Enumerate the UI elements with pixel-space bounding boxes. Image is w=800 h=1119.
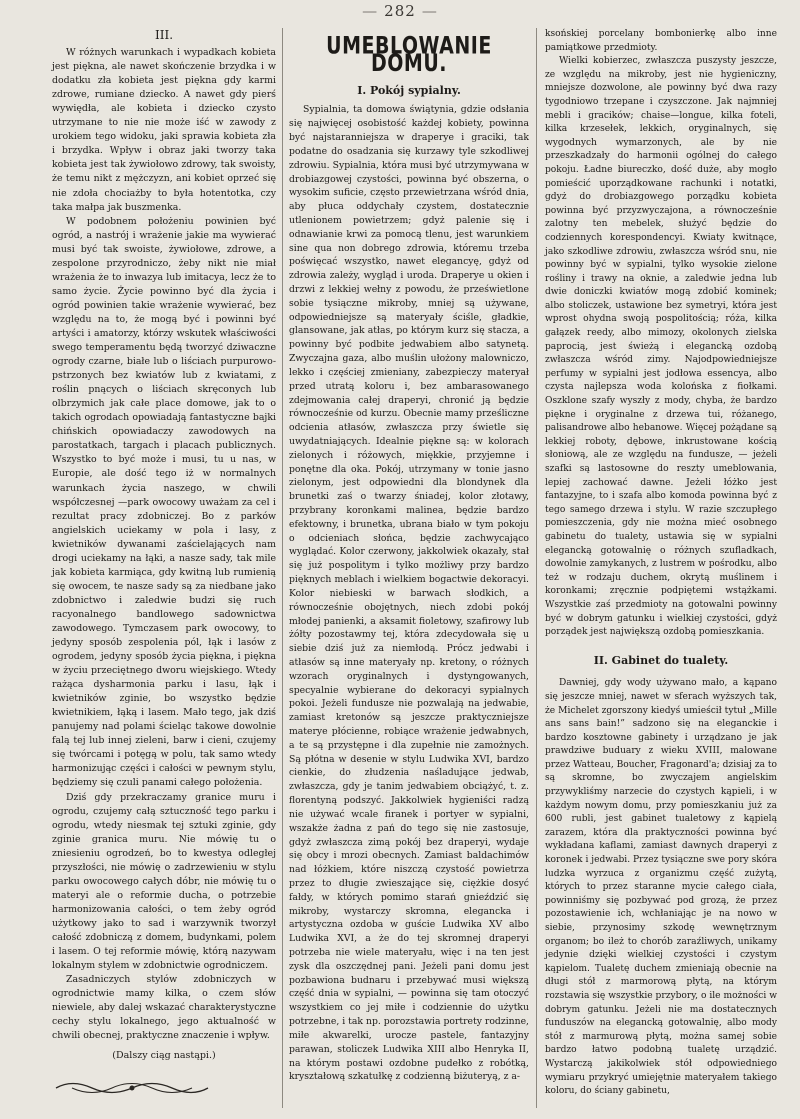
paragraph: Dziś gdy przekraczamy granice muru i ogrodu, czujemy całą sztuczność tego parku i ogrodu, wtedy niesmak tej sztuki zginie, gdy zginie granica muru. Nie mówię tu o zniesieniu ogrodzeń, bo to kwestya odległej przyszłości, nie mówię o zadrzewieniu w stylu parku owocowego całych dóbr, nie mówię tu o materyi ale o reformie ducha, o potrzebie harmonizowania całości, o tem żeby ogród użytkowy jako to sad i warzywnik tworzył całość zdobniczą z domem, budynkami, polem i lasem. O tej reformie mówię, którą nazywam lokalnym stylem w zdobnictwie ogrodniczem.: [52, 791, 276, 972]
section-number: III.: [154, 28, 174, 42]
article-title: UMEBLOWANIE DOMU.: [326, 32, 492, 78]
paragraph: Sypialnia, ta domowa świątynia, gdzie odsłania się najwięcej osobistość każdej kobiety, powinna być najstaranniejsza w draperye i graciki, tak podatne do osadzania się kurzawy tyle szkodliwej zdrowiu. Sypialnia, która musi być utrzymywana w drobiazgowej czystości, powinna być obszerna, o wysokim suficie, często przewietrzana wśród dnia, aby płuca oddychały czystem, dostatecznie utlenionem powietrzem; gdyż palenie się i odnawianie krwi za pomocą tlenu, jest warunkiem sine qua non dobrego zdrowia, któremu trzeba poświęcać wszystko, nawet elegancyę, gdyż od zdrowia zależy, wygląd i uroda. Draperye u okien i drzwi z lekkiej wełny z powodu, że prześwietlone sobie tysiączne mikroby, mniej są używane, odpowiedniejsze są materyały ściśle, gładkie, glansowane, jak atłas, po którym kurz się stacza, a powinny być podbite jedwabiem albo satynetą. Zwyczajna gaza, albo muślin ułożony malowniczo, lekko i częściej zmieniany, zabezpieczy materyał przed utratą koloru i, bez ambarasowanego zdejmowania całej draperyi, chronić ją będzie równocześnie od kurzu. Obecnie mamy prześliczne odcienia atłasów, zwłaszcza przy świetle się uwydatniających. Idealnie piękne są: w kolorach zielonych i różowych, miękkie, przyjemne i ponętne dla oka. Pokój, utrzymany w tonie jasno zielonym, jest odpowiedni dla blondynek dla brunetki zaś o twarzy śniadej, kolor złotawy, przybrany koronkami malinea, będzie bardzo efektowny, i brunetka, ubrana biało w tym pokoju o odcieniach słońca, będzie zachwycająco wyglądać. Kolor czerwony, jakkolwiek okazały, stał się już pospolitym i tylko możliwy przy bardzo pięknych meblach i wielkiem bogactwie dekoracyi. Kolor niebieski w barwach słodkich, a równocześnie obojętnych, niech zdobi pokój młodej panienki, a aksamit fioletowy, szafirowy lub żółty pozostawmy tej, która zdecydowała się u siebie dziś już za niemłodą. Prócz jedwabi i atłasów są inne materyały np. kretony, o różnych wzorach oryginalnych i dystyngowanych, specyalnie wybierane do dekoracyi sypialnych pokoi. Jeżeli fundusze nie pozwalają na jedwabie, zamiast kretonów są jeszcze praktyczniejsze materye płócienne, robiące wrażenie jedwabnych, a te są przystępne i dla zupełnie nie zamożnych. Są płótna w desenie w stylu Ludwika XVI, bardzo cienkie, do złudzenia naśladujące jedwab, zwłaszcza, gdy je tanim jedwabiem obciążyć, t. z. florentyną podszyć. Jakkolwiek hygieniści radzą nie używać wcale firanek i portyer w sypialni, wszakże żadna z pań do tego się nie zastosuje, gdyż zwłaszcza zimą pokój bez draperyi, wydaje się obcy i mrozi obecnych. Zamiast baldachimów nad łóżkiem, które niszczą czystość powietrza przez to długie zwieszające się, ciężkie dosyć fałdy, w których pomimo starań gnieździć się mikroby, wystarczy skromna, elegancka i artystyczna ozdoba w guście Ludwika XV albo Ludwika XVI, a że do tej skromnej draperyi potrzeba nie wiele materyału, więc i na ten jest zysk dla oszczędnej pani. Jeżeli pani domu jest pozbawiona budnaru i przebywać musi większą część dnia w sypialni, — powinna się tam otoczyć wszystkiem co jej miłe i codziennie do użytku potrzebne, i tak np. porozstawia portrety rodzinne, miłe akwarelki, urocze pastele, fantazyjny parawan, stoliczek Ludwika XIII albo Henryka II, na którym postawi ozdobne pudełko z robótką, kryształową szkatułkę z codzienną biżuteryą, z a-: [289, 104, 529, 1083]
subsection-heading: II. Gabinet do tualety.: [593, 653, 729, 667]
page-number: — 282 —: [0, 2, 800, 20]
paragraph: Zasadniczych stylów zdobniczych w ogrodnictwie mamy kilka, o czem słów niewiele, aby dalej wskazać charakterystyczne cechy stylu lokalnego, jego aktualność w chwili obecnej, praktyczne znaczenie i wpływ.: [52, 974, 276, 1042]
ornament-divider: [52, 1077, 212, 1099]
column-right: [536, 28, 777, 1108]
paragraph: W różnych warunkach i wypadkach kobieta jest piękna, ale nawet skończenie brzydka i w dodatku zła kobieta jest piękna gdy karmi zdrowe, rumiane dziecko. A nawet gdy pierś wywiędła, ale kobieta i dziecko czysto utrzymane to nie nie może iść w zawody z urokiem tego widoku, jaki sprawia kobieta zła i brzydka. Wpływ i obraz jaki tworzy taka kobieta jest tak żywiołowo zdrowy, tak swoisty, że temu nikt z mężczyzn, ani kobiet oprzeć się nie zdoła chociażby to była hotentotka, czy taka małpa jak buszmenka.: [52, 47, 276, 213]
column-middle: [282, 28, 529, 1108]
paragraph: ksońskiej porcelany bombonierkę albo inne pamiątkowe przedmioty.: [545, 29, 777, 53]
paragraph: W podobnem położeniu powinien być ogród, a nastrój i wrażenie jakie ma wywierać musi być tak swoiste, żywiołowe, zdrowe, a zespolone przyrodniczo, żeby nikt nie miał wrażenia że to inwazya lub imitacya, lecz że to samo życie. Życie powinno być dla życia i ogród powinien takie wrażenie wywierać, bez względu na to, że mogą być i powinni być artyści i amatorzy, którzy wskutek właściwości swego temperamentu będą tworzyć dziwaczne ogrody czarne, białe lub o liściach purpurowo-pstrzonych bez kwiatów lub z kwiatami, z roślin pnących o liściach skręconych lub olbrzymich jak całe place domowe, jak to o takich ogrodach opowiadają fantastyczne bajki chińskich opowiadaczy zawodowych na parostatkach, targach i placach publicznych. Wszystko to być może i musi, tu u nas, w Europie, ale dość tego iż w normalnych warunkach życia naszego, w chwili współczesnej —park owocowy uważam za cel i rezultat pracy zdobniczej. Bo z parków angielskich uciekamy w pola i lasy, z kwietników dywanami zaścielających nam drogi uciekamy na łąki, a nasze sady, tak mile jak kobieta karmiąca, gdy kwitną lub rumienią się owocem, te nasze sady są za niedbane jako zdobnictwo i zaledwie budzi się ruch racyonalnego bandlowego sadownictwa zawodowego. Tymczasem park owocowy, to jedyny sposób zespolenia pól, łąk i lasów z ogrodem, jedyny sposób życia piękna, i piękna w życiu przeciętnego dworu wiejskiego. Wtedy rażąca dysharmonia parku i lasu, łąk i kwietników zginie, bo wszystko będzie kwietnikiem, łąką i lasem. Mało tego, jak dziś panujemy nad polami ścieląc takowe dowolnie falą tej lub innej zieleni, barw i cieni, czujemy się twórcami i potęgą w polu, tak samo wtedy harmonizując części i całości w pewnym stylu, będziemy się czuli panami całego położenia.: [52, 215, 276, 789]
paragraph: Dawniej, gdy wody używano mało, a kąpano się jeszcze mniej, nawet w sferach wyższych tak, że Michelet zgorszony kiedyś umieścił tytuł „Mille ans sans bain!” sadzono się na eleganckie i bardzo kosztowne gabinety i urządzano je jak prawdziwe buduary z wieku XVIII, malowane przez Watteau, Boucher, Fragonard'a; dzisiaj za to są skromne, bo zwyczajem angielskim przywykliśmy narzecie do czystych kąpieli, i w każdym nowym domu, przy pomieszkaniu już za 600 rubli, jest gabinet tualetowy z kąpielą zarazem, która dla praktyczności powinna być wykładana kaflami, zamiast dawnych draperyi z koronek i jedwabi. Przez tysiączne swe pory skóra ludzka wyrzuca z organizmu część zużytą, których to przez staranne mycie całego ciała, powinniśmy się pozbywać pod grozą, że przez pozostawienie ich, wchłaniając je na nowo w siebie, przynosimy szkodę wewnętrznym organom; bo ileż to chorób zaraźliwych, unikamy jedynie dzięki wielkiej czystości i czystym kąpielom. Tualetę duchem zmieniają obecnie na długi stół z marmorową płytą, na którym rozstawia się wszystkie przybory, o ile możności w dobrym gatunku. Jeżeli nie ma dostatecznych funduszów na elegancką gotowalnię, albo mody stół z marmurową płytą, można samej sobie bardzo łatwo podobną tualetę urządzić. Wystarczą jakikolwiek stół odpowiedniego wymiaru przykryć umiejętnie materyałem takiego koloru, do ściany gabinetu,: [545, 678, 777, 1097]
paragraph: Wielki kobierzec, zwłaszcza puszysty jeszcze, ze względu na mikroby, jest nie hygieniczny, mniejsze dozwolone, ale powinny być dwa razy tygodniowo trzepane i czyszczone. Jak najmniej mebli i gracików; chaise—longue, kilka foteli, kilka krzesełek, lekkich, oryginalnych, się wygodnych wymarzonych, ale by nie przeszkadzały do harmonii ogólnej do całego pokoju. Ładne biureczko, dość duże, aby mogło pomieścić uporządkowane rachunki i notatki, gdyż do drobiazgowego porządku kobieta powinna być przyzwyczajona, a równocześnie zalotny ten mebelek, służyć będzie do codziennych korespondencyi. Kwiaty kwitnące, jako szkodliwe zdrowiu, zwłaszcza wśród snu, nie powinny być w sypialni, tylko wysokie zielone rośliny i trawy na oknie, a zaledwie jedna lub dwie doniczki kwiatów mogą zdobić kominek; albo stoliczek, ustawione bez symetryi, która jest wprost ohydna swoją pospolitością; róża, kilka gałązek reedy, albo mimozy, okolonych zielska paprocią, jest świeżą i elegancką ozdobą zwłaszcza wśród zimy. Najodpowiedniejsze perfumy w sypialni jest jodłowa essencya, albo czysta najlepsza woda kolońska z fiołkami. Oszklone szafy wyszły z mody, chyba, że bardzo piękne i oryginalne z drzewa tui, różanego, palisandrowe albo hebanowe. Więcej pożądane są lekkiej roboty, dębowe, inkrustowane kością słoniową, ale ze względu na fundusze, — jeżeli szafki są lastosowne do reszty umeblowania, lepiej zachować dawne. Jeżeli łóżko jest fantazyjne, to i szafa albo komoda powinna być z tego samego drzewa i stylu. W razie szczupłego pomieszczenia, gdy nie można mieć osobnego gabinetu do tualety, ustawia się w sypialni elegancką gotowalnię o różnych szufladkach, dowolnie zamykanych, z lustrem w pośrodku, albo też w rodzaju duchem, okrytą muślinem i koronkami; zręcznie podpiętemi wstążkami. Wszystkie zaś przedmioty na gotowalni powinny być w dobrym gatunku i wielkiej czystości, gdyż porządek jest największą ozdobą pomieszkania.: [545, 56, 777, 638]
subsection-heading: I. Pokój sypialny.: [357, 83, 461, 97]
column-left: [52, 28, 276, 1104]
continued-note: (Dalszy ciąg nastąpi.): [112, 1050, 216, 1062]
